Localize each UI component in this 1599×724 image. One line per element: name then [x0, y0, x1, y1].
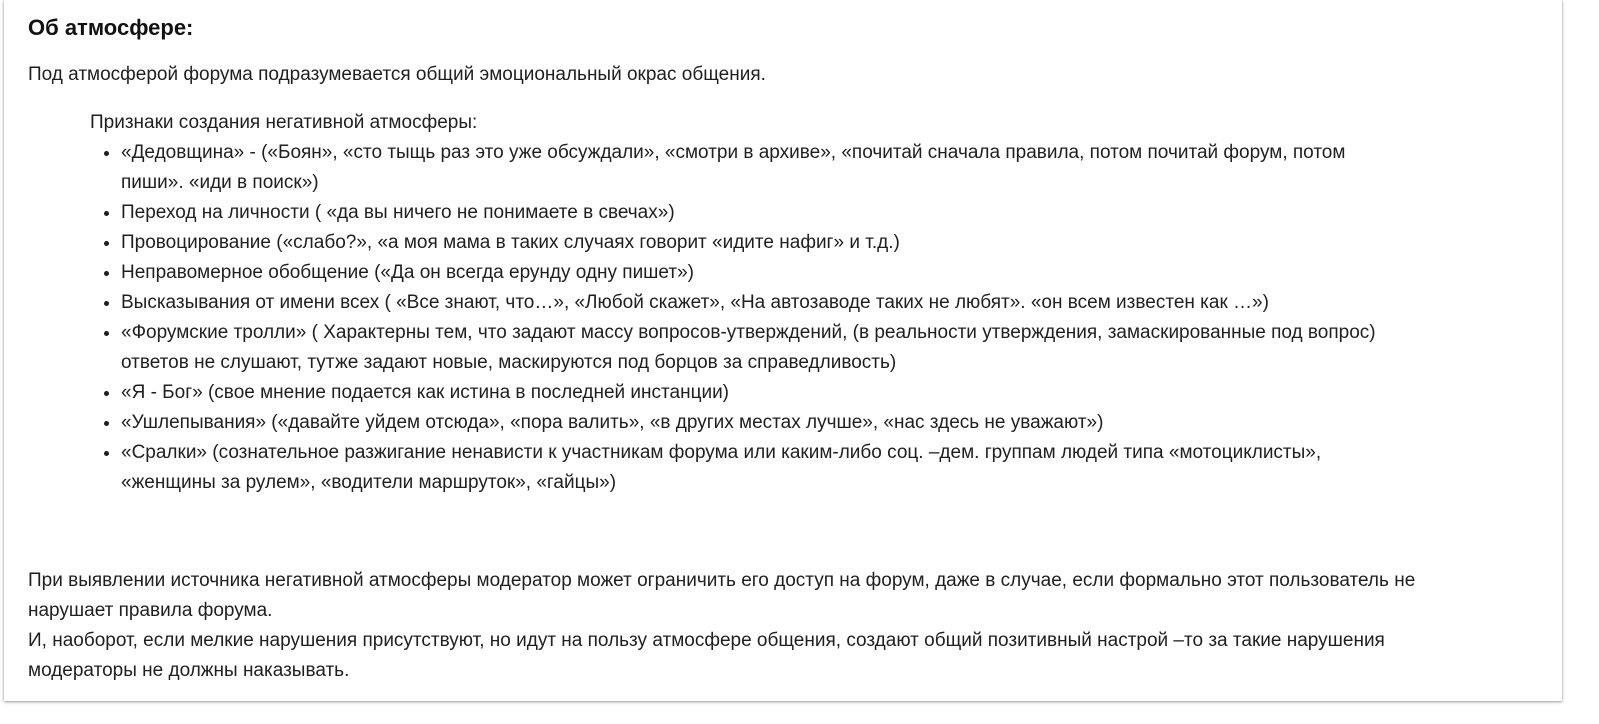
list-item: • «Форумские тролли» ( Характерны тем, что задают массу вопросов-утверждений, (в реальности утверждения, замаскированные под вопрос) ответов не слушают, тутже задают новые, маскируются под борцов за справедливость): [121, 318, 1411, 378]
section-title: Об атмосфере:: [28, 15, 194, 40]
moderation-paragraph: При выявлении источника негативной атмосферы модератор может ограничить его доступ на форум, даже в случае, если формально этот пользователь не нарушает правила форума.: [28, 570, 1416, 621]
list-item: • «Я - Бог» (свое мнение подается как истина в последней инстанции): [121, 378, 1411, 408]
moderation-paragraph: И, наоборот, если мелкие нарушения присутствуют, но идут на пользу атмосфере общения, создают общий позитивный настрой –то за такие нарушения модераторы не должны наказывать.: [28, 630, 1385, 681]
list-item: • Неправомерное обобщение («Да он всегда ерунду одну пишет»): [121, 258, 1411, 288]
rules-card: [4, 0, 1562, 701]
moderation-note: [28, 566, 1428, 686]
list-item: • Высказывания от имени всех ( «Все знают, что…», «Любой скажет», «На автозаводе таких не любят». «он всем известен как …»): [121, 288, 1411, 318]
intro-text: Под атмосферой форума подразумевается общий эмоциональный окрас общения.: [28, 64, 766, 85]
signs-list: [90, 138, 1411, 498]
signs-title: Признаки создания негативной атмосферы:: [90, 112, 478, 133]
list-item: • «Сралки» (сознательное разжигание ненависти к участникам форума или каким-либо соц. –дем. группам людей типа «мотоциклисты», «женщины за рулем», «водители маршруток», «гайцы»): [121, 438, 1411, 498]
list-item: • «Ушлепывания» («давайте уйдем отсюда», «пора валить», «в других местах лучше», «нас здесь не уважают»): [121, 408, 1411, 438]
list-item: • Провоцирование («слабо?», «а моя мама в таких случаях говорит «идите нафиг» и т.д.): [121, 228, 1411, 258]
negative-signs-block: [90, 108, 1562, 498]
list-item: • «Дедовщина» - («Боян», «сто тыщь раз это уже обсуждали», «смотри в архиве», «почитай сначала правила, потом почитай форум, потом пиши». «иди в поиск»): [121, 138, 1411, 198]
list-item: • Переход на личности ( «да вы ничего не понимаете в свечах»): [121, 198, 1411, 228]
